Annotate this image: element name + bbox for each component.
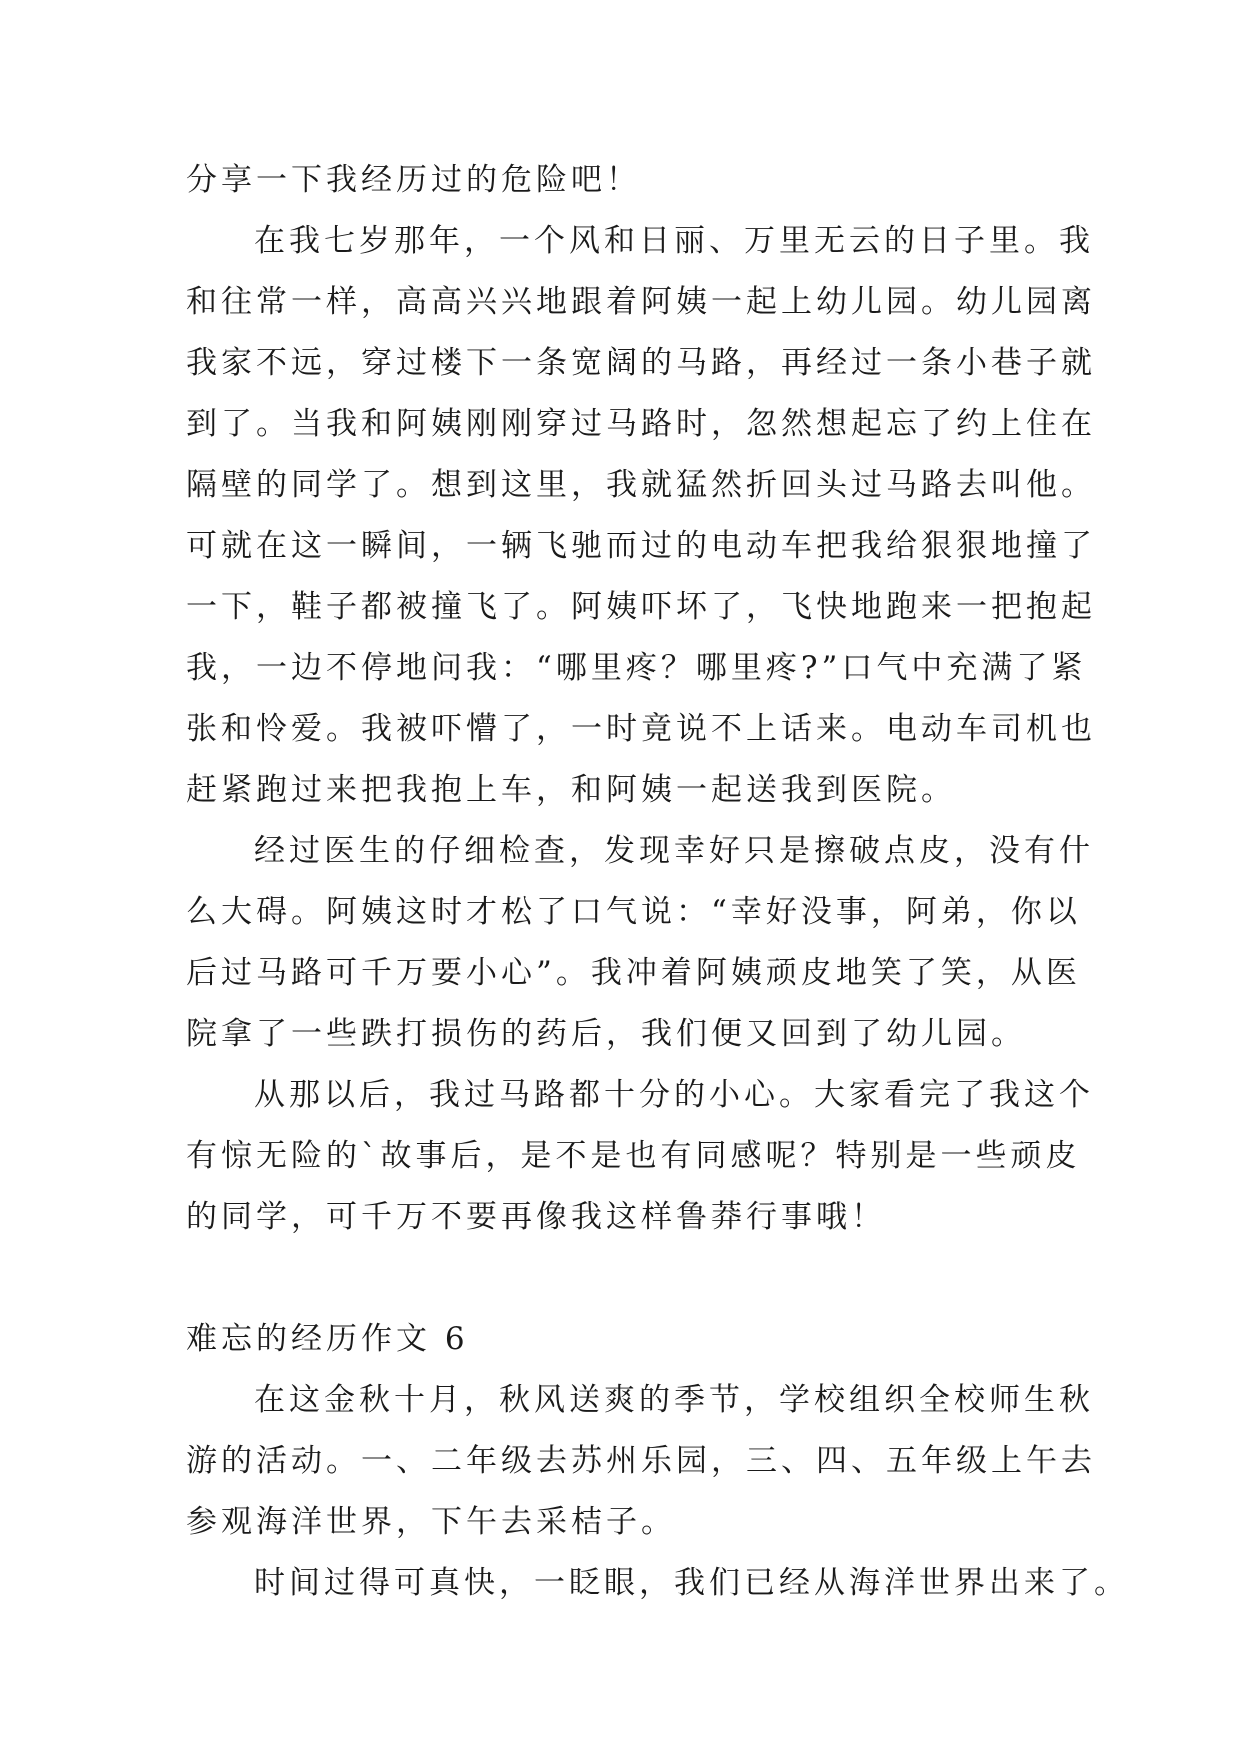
text-line: 我，一边不停地问我：“哪里疼？哪里疼?”口气中充满了紧 [186, 650, 1087, 686]
text-line: 后过马路可千万要小心”。我冲着阿姨顽皮地笑了笑，从医 [186, 955, 1081, 991]
text-line: 张和怜爱。我被吓懵了，一时竟说不上话来。电动车司机也 [186, 711, 1096, 747]
text-line: 我家不远，穿过楼下一条宽阔的马路，再经过一条小巷子就 [186, 345, 1096, 381]
text-line: 可就在这一瞬间，一辆飞驰而过的电动车把我给狠狠地撞了 [186, 528, 1096, 564]
text-line: 游的活动。一、二年级去苏州乐园，三、四、五年级上午去 [186, 1443, 1096, 1479]
section-heading: 难忘的经历作文 6 [186, 1321, 469, 1357]
text-line: 到了。当我和阿姨刚刚穿过马路时，忽然想起忘了约上住在 [186, 406, 1096, 442]
paragraph-start-line: 在我七岁那年，一个风和日丽、万里无云的日子里。我 [254, 223, 1094, 259]
text-line: 赶紧跑过来把我抱上车，和阿姨一起送我到医院。 [186, 772, 956, 808]
paragraph-start-line: 从那以后，我过马路都十分的小心。大家看完了我这个 [254, 1077, 1094, 1113]
paragraph-start-line: 时间过得可真快，一眨眼，我们已经从海洋世界出来了。 [254, 1565, 1129, 1601]
text-line: 有惊无险的`故事后，是不是也有同感呢？特别是一些顽皮 [186, 1138, 1081, 1174]
text-line: 分享一下我经历过的危险吧！ [186, 162, 641, 198]
text-line: 参观海洋世界，下午去采桔子。 [186, 1504, 676, 1540]
text-line: 一下，鞋子都被撞飞了。阿姨吓坏了，飞快地跑来一把抱起 [186, 589, 1096, 625]
text-line: 么大碍。阿姨这时才松了口气说：“幸好没事，阿弟，你以 [186, 894, 1081, 930]
text-line: 院拿了一些跌打损伤的药后，我们便又回到了幼儿园。 [186, 1016, 1026, 1052]
text-line: 的同学，可千万不要再像我这样鲁莽行事哦！ [186, 1199, 886, 1235]
text-line: 和往常一样，高高兴兴地跟着阿姨一起上幼儿园。幼儿园离 [186, 284, 1096, 320]
section-gap [186, 1248, 1086, 1309]
text-line: 隔壁的同学了。想到这里，我就猛然折回头过马路去叫他。 [186, 467, 1096, 503]
document-body [186, 150, 1129, 1614]
paragraph-start-line: 经过医生的仔细检查，发现幸好只是擦破点皮，没有什 [254, 833, 1094, 869]
paragraph-start-line: 在这金秋十月，秋风送爽的季节，学校组织全校师生秋 [254, 1382, 1094, 1418]
